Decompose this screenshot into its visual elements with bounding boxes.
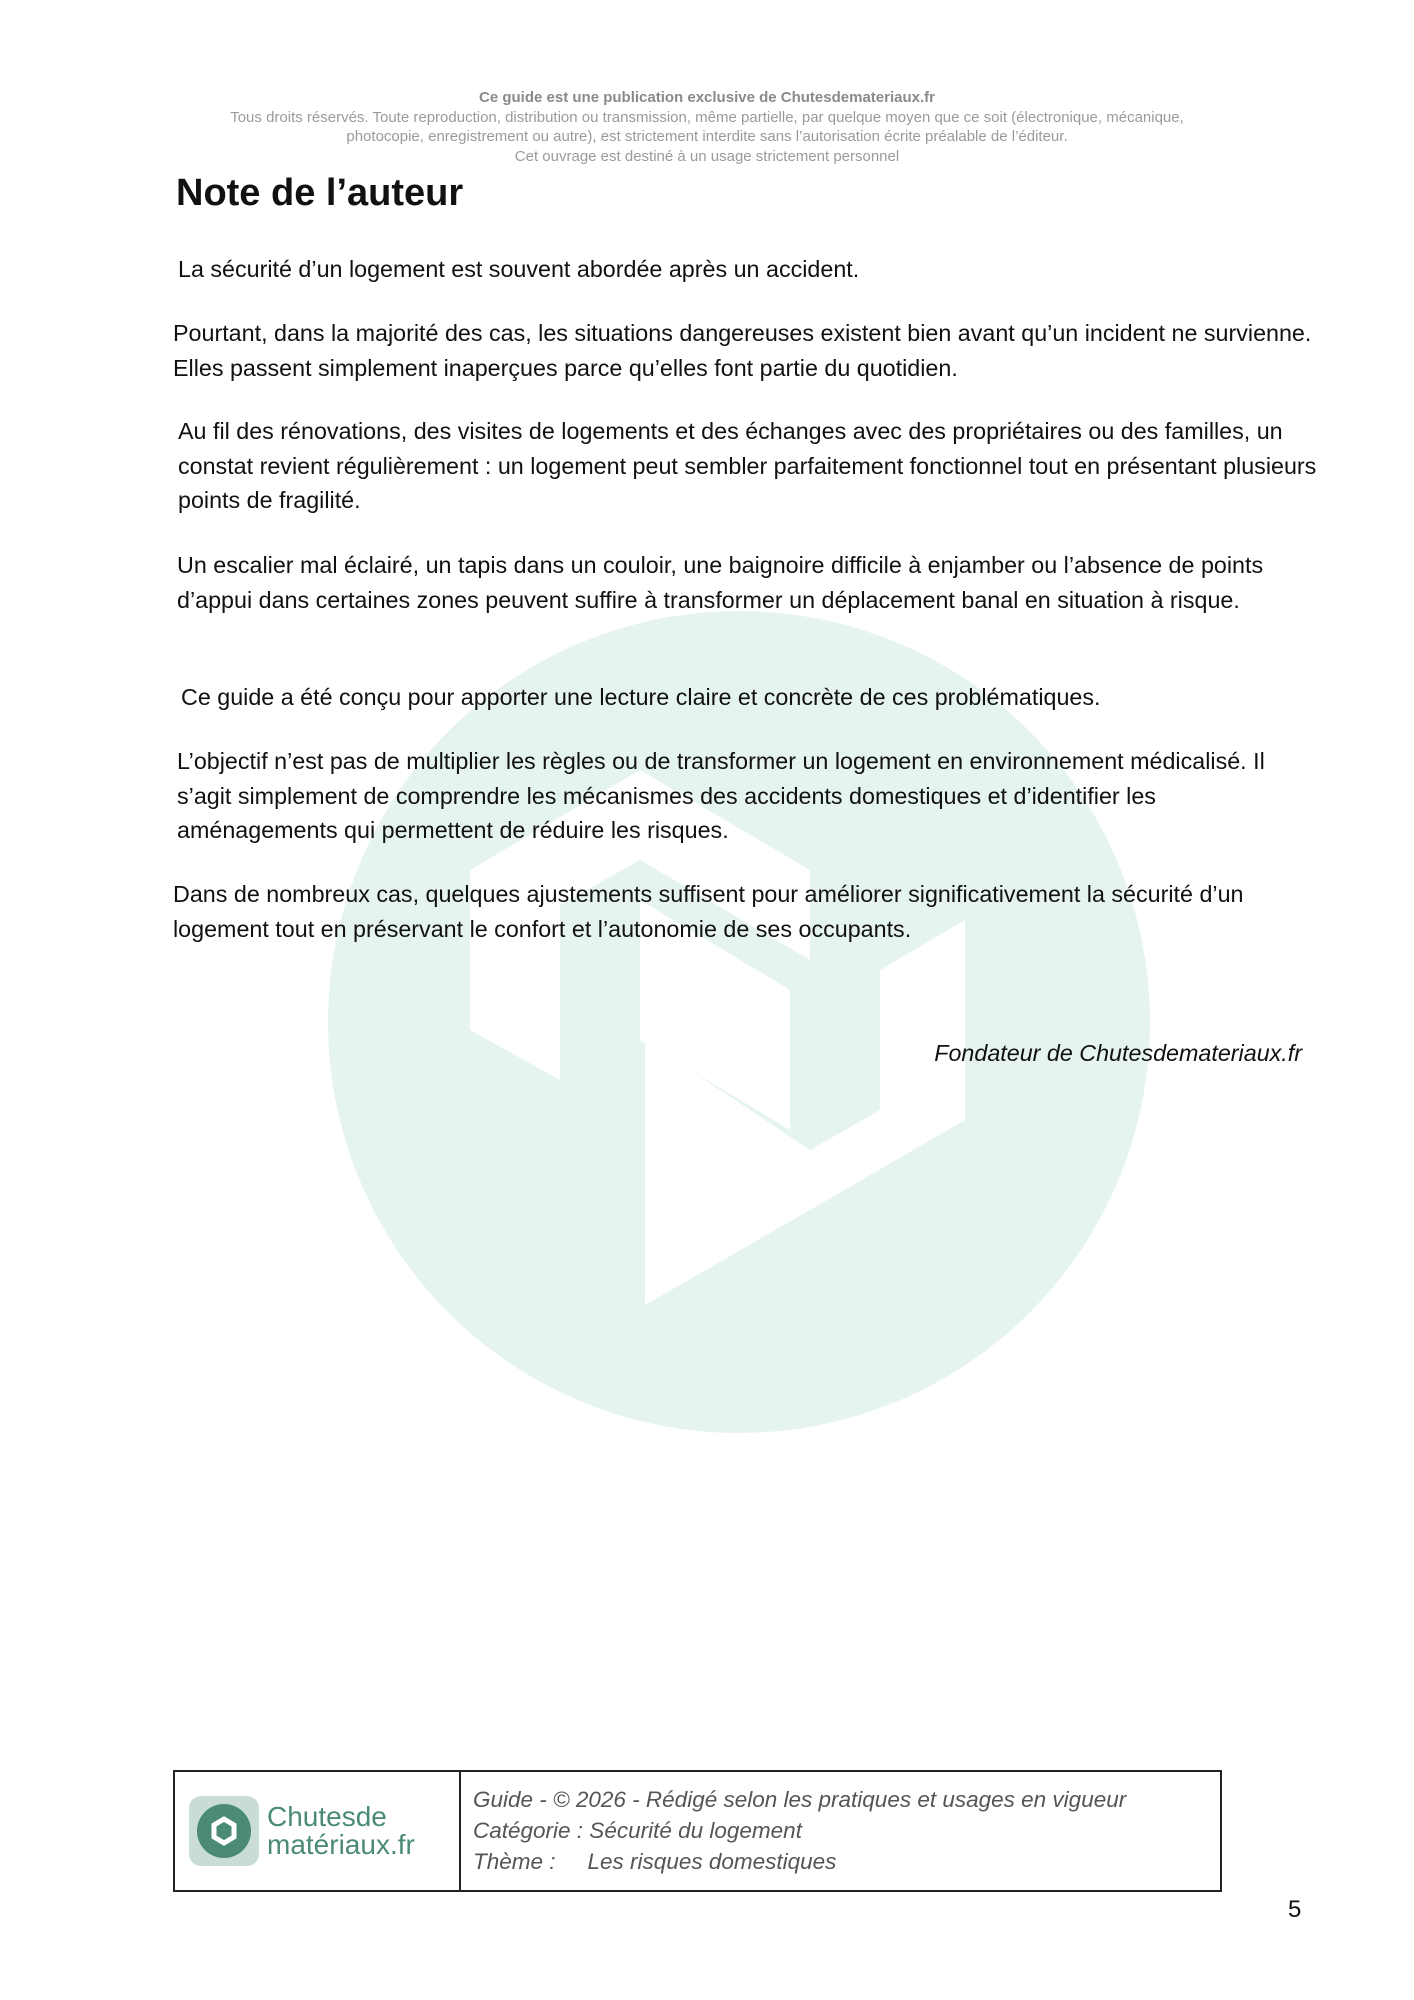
header-line-2: Tous droits réservés. Toute reproduction, distribution ou transmission, même partielle, par quelque moyen que ce soit (électronique, mécanique, — [230, 108, 1184, 126]
header-line-3: photocopie, enregistrement ou autre), est strictement interdite sans l’autorisation écrite préalable de l’éditeur. — [346, 128, 1068, 145]
paragraph: Pourtant, dans la majorité des cas, les situations dangereuses existent bien avant qu’un incident ne survienne. Elles passent simplement inaperçues parce qu’elles font partie du quotidien. — [173, 320, 1312, 381]
logo-text-line-1: Chutesde — [267, 1801, 387, 1832]
category-info: Catégorie : Sécurité du logement — [473, 1818, 802, 1843]
guide-info: Guide - © 2026 - Rédigé selon les pratiques et usages en vigueur — [473, 1787, 1127, 1812]
header-line-4: Cet ouvrage est destiné à un usage strictement personnel — [514, 147, 900, 165]
paragraph: L’objectif n’est pas de multiplier les règles ou de transformer un logement en environnement médicalisé. Il s’agit simplement de comprendre les mécanismes des accidents domestiques et d’identifier les aménagements qui permettent de réduire les risques. — [177, 748, 1265, 844]
header-line-1: Ce guide est une publication exclusive de Chutesdemateriaux.fr — [479, 89, 935, 106]
logo-text-line-2: matériaux.fr — [267, 1829, 415, 1860]
copyright-header — [0, 88, 1414, 166]
paragraph: Ce guide a été conçu pour apporter une lecture claire et concrète de ces problématiques. — [181, 684, 1101, 710]
theme-label: Thème : — [473, 1849, 556, 1874]
theme-value: Les risques domestiques — [587, 1849, 837, 1874]
brand-logo-icon — [189, 1796, 259, 1866]
footer-box — [173, 1770, 1222, 1892]
page-number: 5 — [1288, 1896, 1302, 1923]
paragraph: Au fil des rénovations, des visites de logements et des échanges avec des propriétaires ou des familles, un constat revient régulièrement : un logement peut sembler parfaitement fonctionnel tout en présentant plusieurs points de fragilité. — [178, 418, 1317, 514]
paragraph: Dans de nombreux cas, quelques ajustements suffisent pour améliorer significativement la sécurité d’un logement tout en préservant le confort et l’autonomie de ses occupants. — [173, 881, 1244, 942]
footer-logo — [175, 1772, 461, 1890]
paragraph: Un escalier mal éclairé, un tapis dans un couloir, une baignoire difficile à enjamber ou l’absence de points d’appui dans certaines zones peuvent suffire à transformer un déplacement banal en situation à risque. — [177, 552, 1264, 613]
paragraph: La sécurité d’un logement est souvent abordée après un accident. — [178, 256, 860, 282]
author-signature: Fondateur de Chutesdemateriaux.fr — [934, 1040, 1302, 1066]
page-title: Note de l’auteur — [176, 172, 464, 214]
